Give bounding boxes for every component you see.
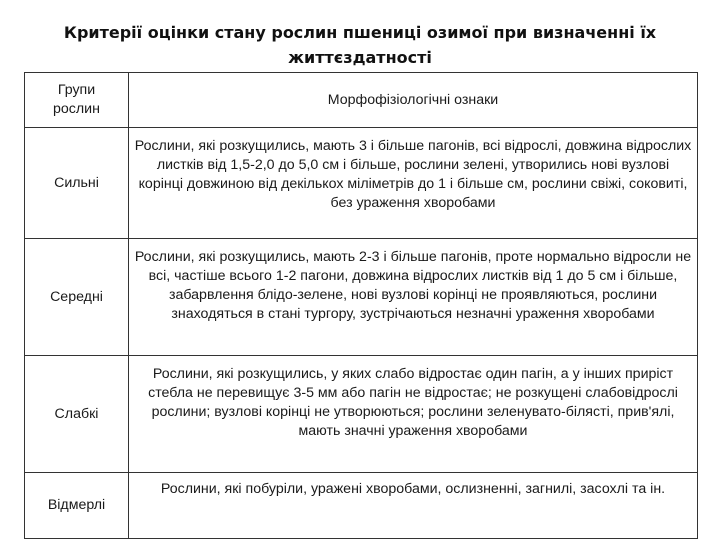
- group-cell-dead: Відмерлі: [25, 473, 129, 539]
- criteria-table: [24, 72, 698, 539]
- document-title: Критерії оцінки стану рослин пшениці озимої при визначенні їх життєздатності: [63, 23, 657, 67]
- header-features-cell: Морфофізіологічні ознаки: [129, 73, 698, 128]
- description-cell-strong: Рослини, які розкущились, мають 3 і більше пагонів, всі відрослі, довжина відрослих листків від 1,5-2,0 до 5,0 см і більше, рослини зелені, утворились нові вузлові корінці довжиною від декількох міліметрів до 1 і більше см, рослини свіжі, соковиті, без ураження хворобами: [129, 128, 698, 239]
- group-cell-strong: Сильні: [25, 128, 129, 239]
- table-row: [25, 356, 698, 473]
- description-cell-medium: Рослини, які розкущились, мають 2-3 і більше пагонів, проте нормально відросли не всі, частіше всього 1-2 пагони, довжина відрослих листків від 1 до 5 см і більше, забарвлення блідо-зелене, нові вузлові корінці не проявляються, рослини знаходяться в стані тургору, зустрічаються незначні ураження хворобами: [129, 239, 698, 356]
- description-cell-weak: Рослини, які розкущились, у яких слабо відростає один пагін, а у інших приріст стебла не перевищує 3-5 мм або пагін не відростає; не розкущені слабовідрослі рослини; вузлові корінці не утворюються; рослини зеленувато-білясті, прив'ялі, мають значні ураження хворобами: [129, 356, 698, 473]
- table-header-row: [25, 73, 698, 128]
- description-cell-dead: Рослини, які побуріли, уражені хворобами, ослизненні, загнилі, засохлі та ін.: [129, 473, 698, 539]
- header-group-cell: Групи рослин: [25, 73, 129, 128]
- table-row: [25, 239, 698, 356]
- table-row: [25, 128, 698, 239]
- group-cell-weak: Слабкі: [25, 356, 129, 473]
- group-cell-medium: Середні: [25, 239, 129, 356]
- table-row: [25, 473, 698, 539]
